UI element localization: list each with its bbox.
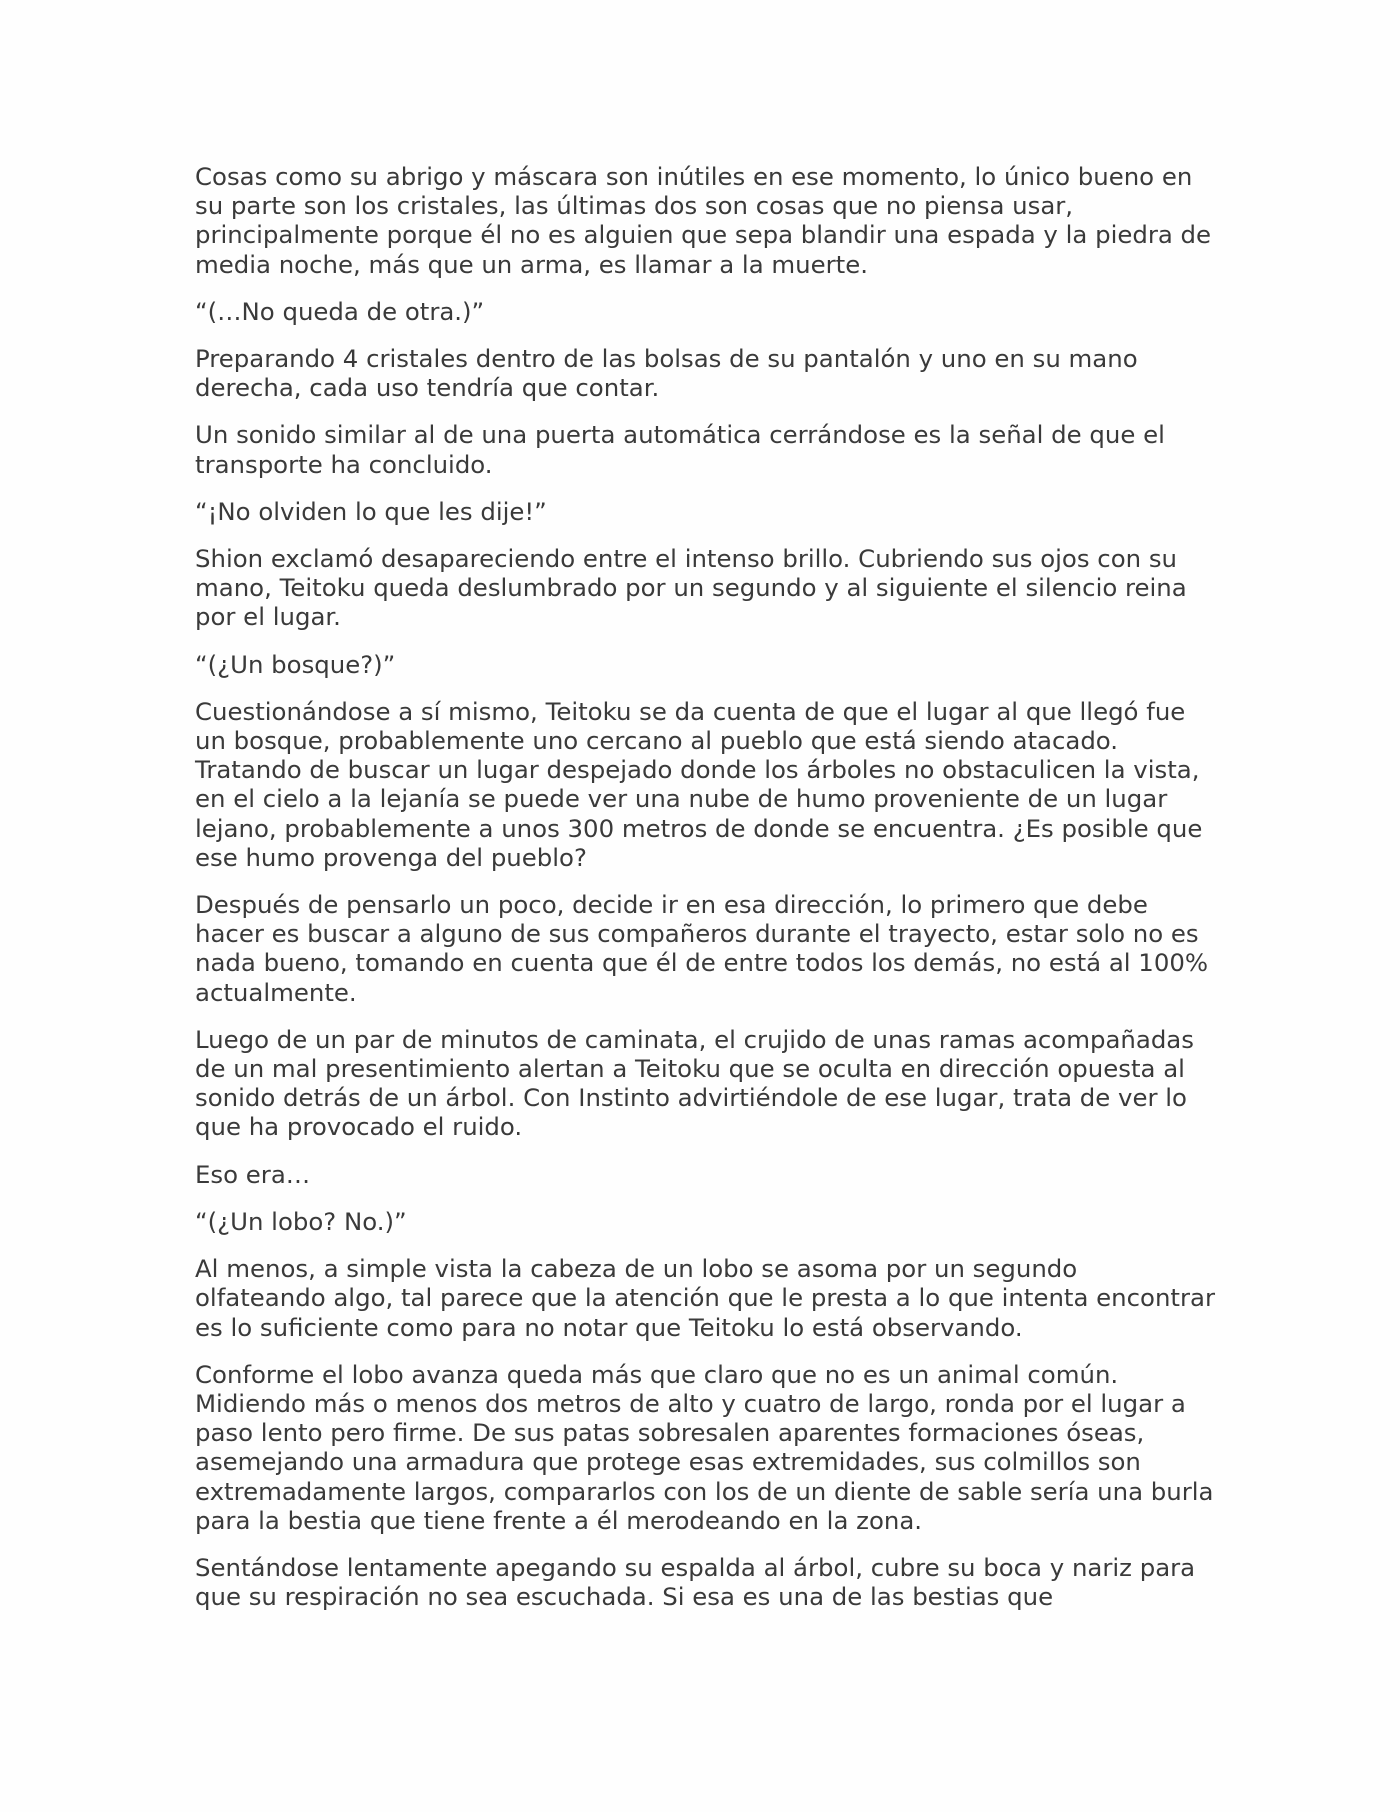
paragraph: Un sonido similar al de una puerta automática cerrándose es la señal de que el transporte ha concluido. xyxy=(195,420,1165,479)
paragraph: Después de pensarlo un poco, decide ir en esa dirección, lo primero que debe hacer es buscar a alguno de sus compañeros durante el trayecto, estar solo no es nada bueno, tomando en cuenta que él de entre todos los demás, no está al 100% actualmente. xyxy=(195,890,1209,1007)
paragraph: Al menos, a simple vista la cabeza de un lobo se asoma por un segundo olfateando algo, tal parece que la atención que le presta a lo que intenta encontrar es lo suficiente como para no notar que Teitoku lo está observando. xyxy=(195,1254,1215,1342)
paragraph: Cosas como su abrigo y máscara son inútiles en ese momento, lo único bueno en su parte son los cristales, las últimas dos son cosas que no piensa usar, principalmente porque él no es alguien que sepa blandir una espada y la piedra de media noche, más que un arma, es llamar a la muerte. xyxy=(195,162,1212,279)
paragraph: “¡No olviden lo que les dije!” xyxy=(195,496,547,526)
paragraph: Sentándose lentamente apegando su espalda al árbol, cubre su boca y nariz para que su respiración no sea escuchada. Si esa es una de las bestias que xyxy=(195,1552,1196,1612)
paragraph: Cuestionándose a sí mismo, Teitoku se da cuenta de que el lugar al que llegó fue un bosque, probablemente uno cercano al pueblo que está siendo atacado. Tratando de buscar un lugar despejado donde los árboles no obstaculicen la vista, en el cielo a la lejanía se puede ver una nube de humo proveniente de un lugar lejano, probablemente a unos 300 metros de donde se encuentra. ¿Es posible que ese humo provenga del pueblo? xyxy=(195,696,1203,872)
paragraph: “(…No queda de otra.)” xyxy=(195,296,485,326)
paragraph: Eso era… xyxy=(195,1159,311,1189)
paragraph: “(¿Un lobo? No.)” xyxy=(195,1206,407,1236)
paragraph: Preparando 4 cristales dentro de las bolsas de su pantalón y uno en su mano derecha, cada uso tendría que contar. xyxy=(195,344,1138,403)
paragraph: Shion exclamó desapareciendo entre el intenso brillo. Cubriendo sus ojos con su mano, Teitoku queda deslumbrado por un segundo y al siguiente el silencio reina por el lugar. xyxy=(195,544,1187,632)
document-body xyxy=(195,162,1215,1629)
paragraph: Luego de un par de minutos de caminata, el crujido de unas ramas acompañadas de un mal presentimiento alertan a Teitoku que se oculta en dirección opuesta al sonido detrás de un árbol. Con Instinto advirtiéndole de ese lugar, trata de ver lo que ha provocado el ruido. xyxy=(195,1024,1194,1142)
paragraph: Conforme el lobo avanza queda más que claro que no es un animal común. Midiendo más o menos dos metros de alto y cuatro de largo, ronda por el lugar a paso lento pero firme. De sus patas sobresalen aparentes formaciones óseas, asemejando una armadura que protege esas extremidades, sus colmillos son extremadamente largos, compararlos con los de un diente de sable sería una burla para la bestia que tiene frente a él merodeando en la zona. xyxy=(195,1359,1214,1535)
paragraph: “(¿Un bosque?)” xyxy=(195,649,396,679)
